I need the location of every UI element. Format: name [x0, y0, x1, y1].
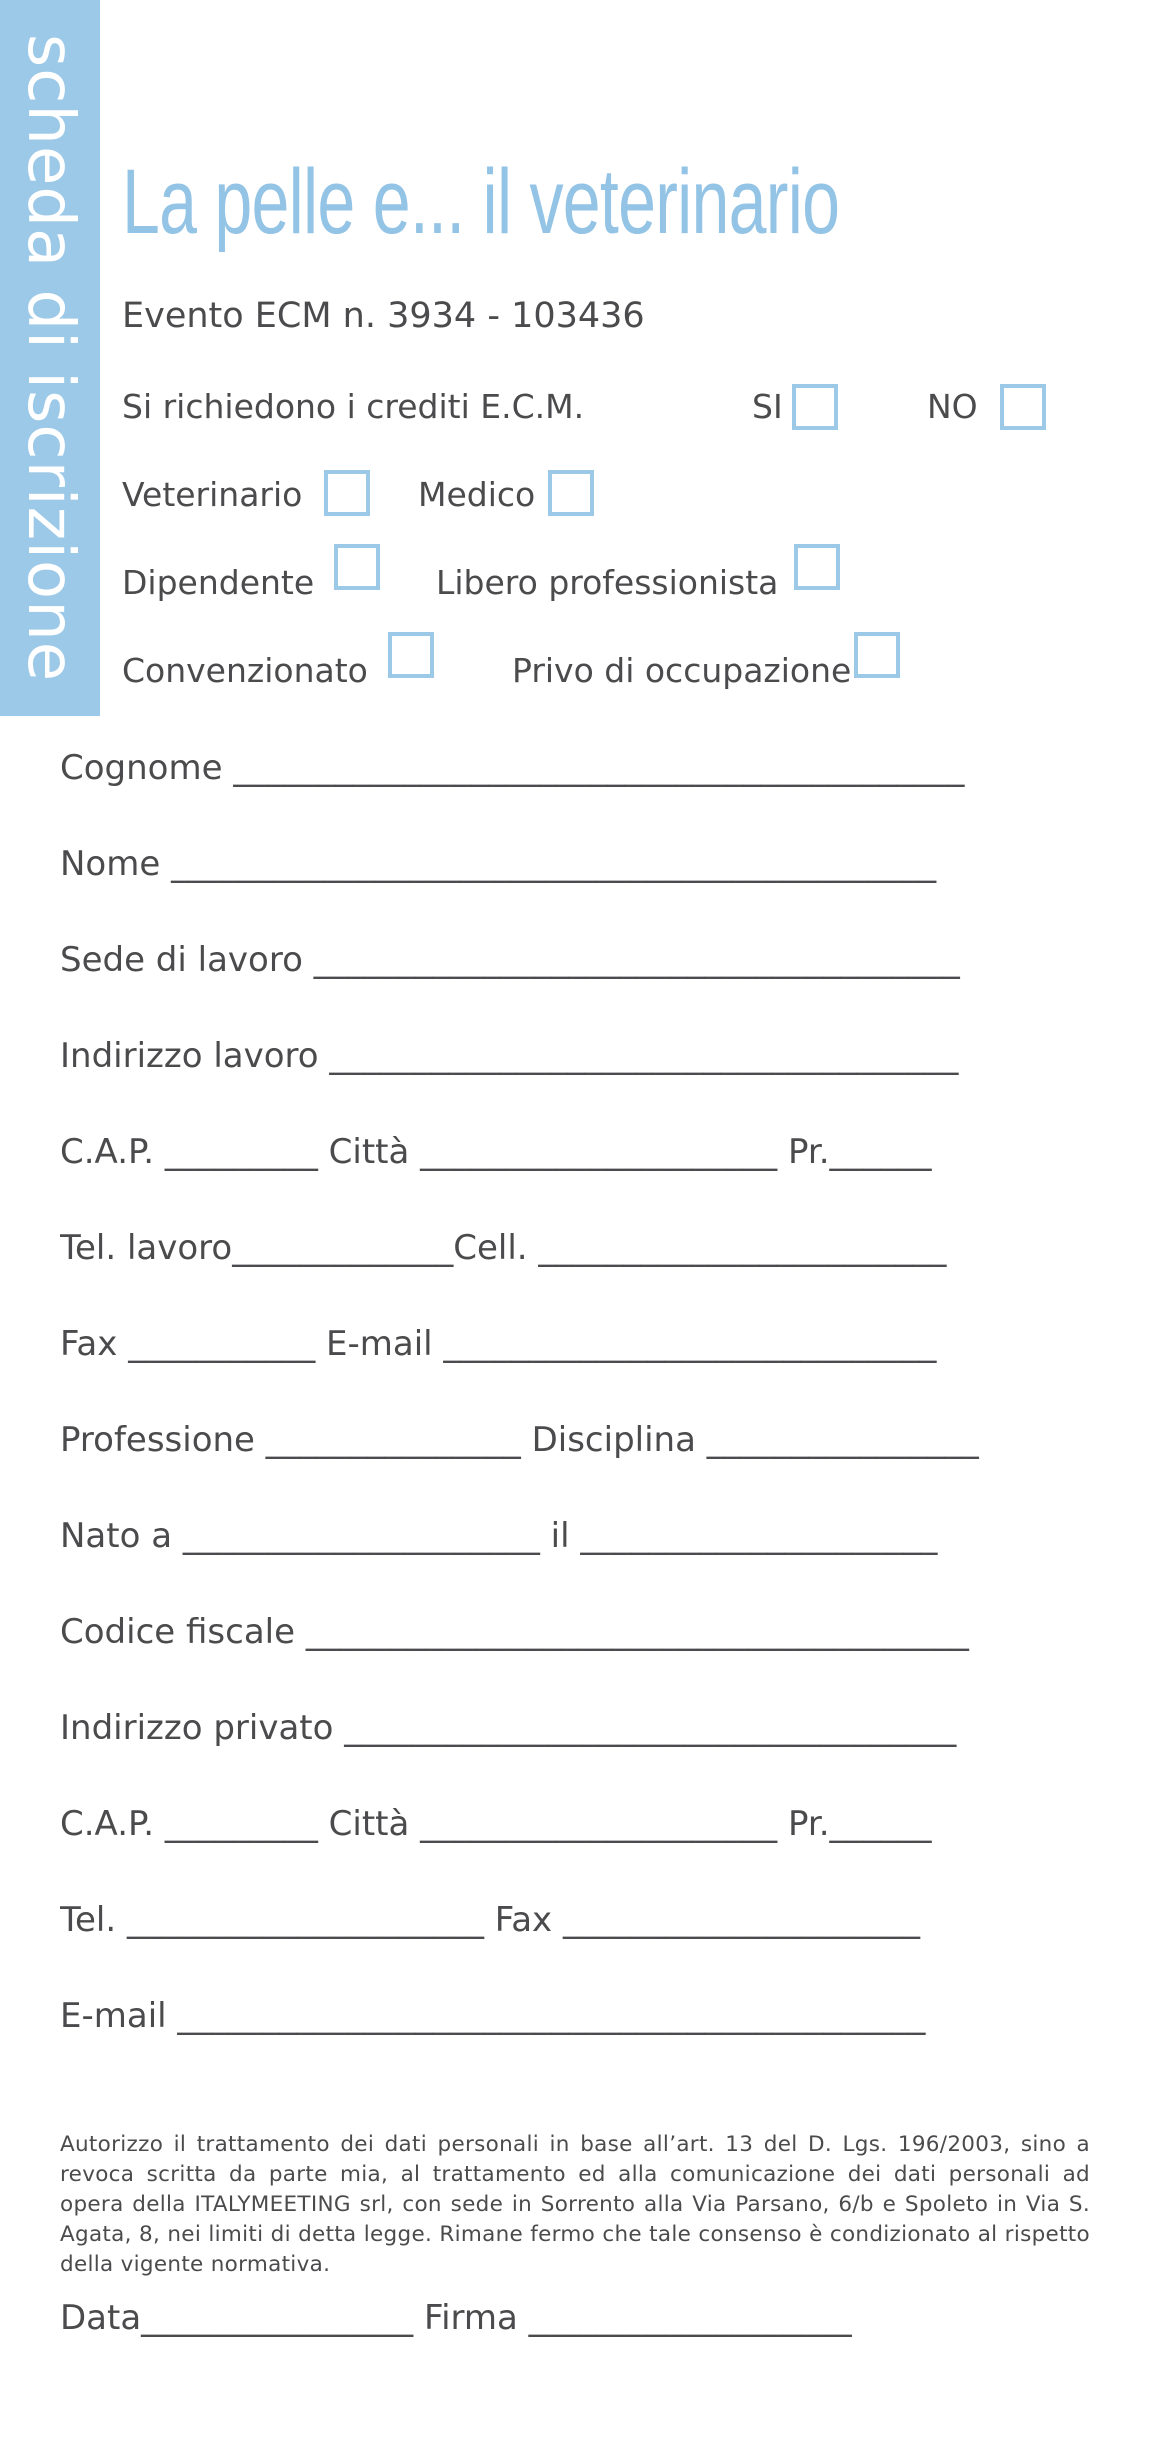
option-veterinario-label: Veterinario	[122, 475, 303, 514]
option-medico-checkbox[interactable]	[548, 470, 594, 516]
credits-question: Si richiedono i crediti E.C.M.	[122, 387, 585, 426]
option-dipendente-checkbox[interactable]	[334, 544, 380, 590]
credits-no-checkbox[interactable]	[1000, 384, 1046, 430]
credits-yes-checkbox[interactable]	[792, 384, 838, 430]
field-email[interactable]: E-mail ____________________________________________	[60, 1996, 926, 2036]
field-indirizzo-privato[interactable]: Indirizzo privato ____________________________________	[60, 1708, 957, 1748]
option-libero-label: Libero professionista	[436, 563, 779, 602]
option-veterinario-checkbox[interactable]	[324, 470, 370, 516]
date-signature-line[interactable]: Data________________ Firma ___________________	[60, 2298, 852, 2338]
page-title: La pelle e... il veterinario	[122, 151, 840, 253]
option-dipendente-label: Dipendente	[122, 563, 315, 602]
field-nome[interactable]: Nome _____________________________________________	[60, 844, 937, 884]
field-tel-fax[interactable]: Tel. _____________________ Fax _____________________	[60, 1900, 920, 1940]
field-codice-fiscale[interactable]: Codice fiscale _______________________________________	[60, 1612, 969, 1652]
option-convenzionato-label: Convenzionato	[122, 651, 368, 690]
credits-yes-label: SI	[752, 387, 783, 426]
option-medico-label: Medico	[418, 475, 536, 514]
field-indirizzo-lavoro[interactable]: Indirizzo lavoro _____________________________________	[60, 1036, 959, 1076]
field-sede-lavoro[interactable]: Sede di lavoro ______________________________________	[60, 940, 960, 980]
side-label: scheda di iscrizione	[13, 33, 87, 683]
field-professione-disciplina[interactable]: Professione _______________ Disciplina ________________	[60, 1420, 979, 1460]
privacy-consent-text: Autorizzo il trattamento dei dati personali in base all’art. 13 del D. Lgs. 196/2003, sino a revoca scritta da parte mia, al trattamento ed alla comunicazione dei dati personali ad opera della ITALYMEETING srl, con sede in Sorrento alla Via Parsano, 6/b e Spoleto in Via S. Agata, 8, nei limiti di detta legge. Rimane fermo che tale consenso è condizionato al rispetto della vigente normativa.	[60, 2132, 1090, 2277]
option-privo-checkbox[interactable]	[854, 632, 900, 678]
field-nato-il[interactable]: Nato a _____________________ il _____________________	[60, 1516, 938, 1556]
option-libero-checkbox[interactable]	[794, 544, 840, 590]
field-cognome[interactable]: Cognome ___________________________________________	[60, 748, 965, 788]
field-fax-email[interactable]: Fax ___________ E-mail _____________________________	[60, 1324, 937, 1364]
side-band	[0, 0, 100, 716]
field-cap-citta-lavoro[interactable]: C.A.P. _________ Città _____________________ Pr.______	[60, 1132, 932, 1172]
option-privo-label: Privo di occupazione	[512, 651, 852, 690]
field-cap-citta-privato[interactable]: C.A.P. _________ Città _____________________ Pr.______	[60, 1804, 932, 1844]
credits-no-label: NO	[927, 387, 978, 426]
option-convenzionato-checkbox[interactable]	[388, 632, 434, 678]
event-code: Evento ECM n. 3934 - 103436	[122, 296, 645, 336]
field-tel-lavoro-cell[interactable]: Tel. lavoro_____________Cell. ________________________	[60, 1228, 947, 1268]
